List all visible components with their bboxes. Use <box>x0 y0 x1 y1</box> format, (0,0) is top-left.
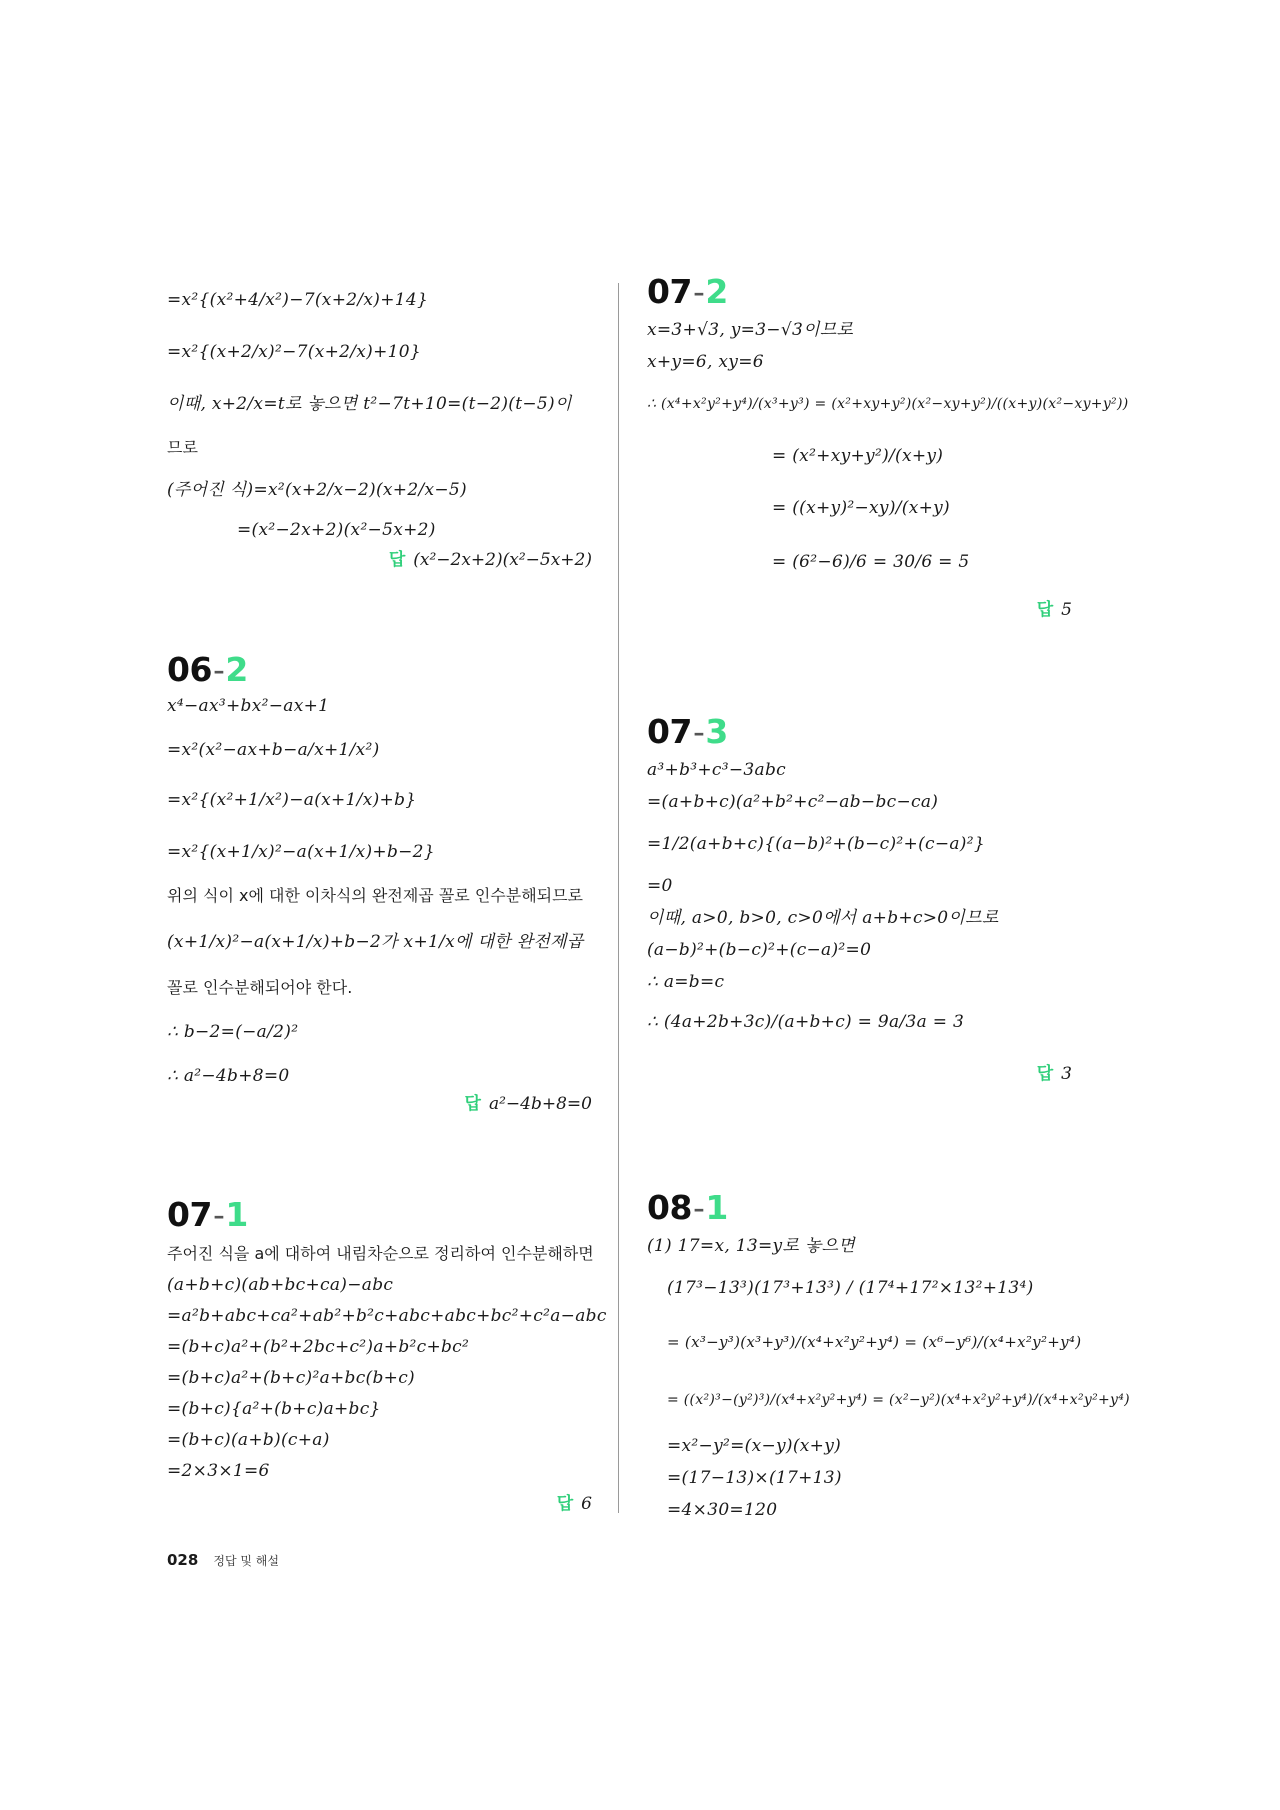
left-b3-line-4: =(b+c)a²+(b²+2bc+c²)a+b²c+bc² <box>167 1337 470 1357</box>
left-b2-line-9: ∴ a²−4b+8=0 <box>167 1066 290 1086</box>
heading-number: 08 <box>647 1188 692 1227</box>
answer-label: 답 <box>1036 600 1054 620</box>
right-b3-line-7: =4×30=120 <box>667 1500 778 1520</box>
answer-label: 답 <box>1036 1064 1054 1084</box>
left-b2-line-7: 꼴로 인수분해되어야 한다. <box>167 978 353 997</box>
heading-number: 07 <box>647 272 692 311</box>
left-b1-line-2: =x²{(x+2/x)²−7(x+2/x)+10} <box>167 342 421 362</box>
right-b3-line-3: = (x³−y³)(x³+y³)/(x⁴+x²y²+y⁴) = (x⁶−y⁶)/(x⁴+x²y²+y⁴) <box>667 1333 1082 1351</box>
right-b1-line-4: = (x²+xy+y²)/(x+y) <box>772 446 944 466</box>
heading-number: 06 <box>167 650 212 689</box>
right-b2-line-3: =1/2(a+b+c){(a−b)²+(b−c)²+(c−a)²} <box>647 834 985 854</box>
left-b1-line-4: 므로 <box>167 438 198 457</box>
heading-07-2 <box>647 272 728 312</box>
heading-07-3 <box>647 712 728 752</box>
left-b2-line-5: 위의 식이 x에 대한 이차식의 완전제곱 꼴로 인수분해되므로 <box>167 886 584 905</box>
right-b3-line-1: (1) 17=x, 13=y로 놓으면 <box>647 1236 856 1256</box>
heading-sep: - <box>212 650 225 689</box>
heading-sep: - <box>692 1188 705 1227</box>
right-b3-line-4: = ((x²)³−(y²)³)/(x⁴+x²y²+y⁴) = (x²−y²)(x⁴+x²y²+y⁴)/(x⁴+x²y²+y⁴) <box>667 1392 1130 1408</box>
left-b3-answer <box>557 1492 592 1516</box>
right-b1-line-2: x+y=6, xy=6 <box>647 352 764 372</box>
heading-08-1 <box>647 1188 728 1228</box>
left-b3-line-1: 주어진 식을 a에 대하여 내림차순으로 정리하여 인수분해하면 <box>167 1244 594 1263</box>
right-b2-line-5: 이때, a>0, b>0, c>0에서 a+b+c>0이므로 <box>647 908 999 928</box>
page-footer <box>167 1550 279 1569</box>
answer-value: 6 <box>581 1494 592 1514</box>
right-b1-answer <box>1037 598 1072 622</box>
heading-sep: - <box>692 272 705 311</box>
heading-06-2 <box>167 650 248 690</box>
left-b3-line-3: =a²b+abc+ca²+ab²+b²c+abc+abc+bc²+c²a−abc <box>167 1306 607 1326</box>
left-b2-line-1: x⁴−ax³+bx²−ax+1 <box>167 696 330 716</box>
right-b3-line-2: (17³−13³)(17³+13³) / (17⁴+17²×13²+13⁴) <box>667 1278 1034 1298</box>
heading-sep: - <box>212 1195 225 1234</box>
left-b3-line-7: =(b+c)(a+b)(c+a) <box>167 1430 330 1450</box>
answer-label: 답 <box>388 550 406 570</box>
left-b3-line-6: =(b+c){a²+(b+c)a+bc} <box>167 1399 381 1419</box>
left-b1-line-6: =(x²−2x+2)(x²−5x+2) <box>237 520 436 540</box>
heading-number: 07 <box>167 1195 212 1234</box>
answer-value: (x²−2x+2)(x²−5x+2) <box>413 550 592 570</box>
heading-07-1 <box>167 1195 248 1235</box>
left-b3-line-2: (a+b+c)(ab+bc+ca)−abc <box>167 1275 394 1295</box>
heading-sub: 1 <box>225 1195 248 1234</box>
heading-sub: 2 <box>225 650 248 689</box>
left-b2-line-6: (x+1/x)²−a(x+1/x)+b−2가 x+1/x에 대한 완전제곱 <box>167 932 584 952</box>
left-b2-answer <box>465 1092 592 1116</box>
heading-sub: 2 <box>705 272 728 311</box>
left-b1-answer <box>389 548 592 572</box>
left-b2-line-4: =x²{(x+1/x)²−a(x+1/x)+b−2} <box>167 842 435 862</box>
left-b3-line-5: =(b+c)a²+(b+c)²a+bc(b+c) <box>167 1368 415 1388</box>
right-b2-line-1: a³+b³+c³−3abc <box>647 760 786 780</box>
right-b1-line-1: x=3+√3, y=3−√3이므로 <box>647 320 854 340</box>
answer-value: 3 <box>1061 1064 1072 1084</box>
column-divider <box>618 283 619 1513</box>
page-number: 028 <box>167 1551 199 1569</box>
answer-label: 답 <box>556 1494 574 1514</box>
heading-sub: 1 <box>705 1188 728 1227</box>
left-b2-line-3: =x²{(x²+1/x²)−a(x+1/x)+b} <box>167 790 417 810</box>
right-b3-line-5: =x²−y²=(x−y)(x+y) <box>667 1436 842 1456</box>
heading-number: 07 <box>647 712 692 751</box>
right-b2-line-8: ∴ (4a+2b+3c)/(a+b+c) = 9a/3a = 3 <box>647 1012 965 1032</box>
left-b3-line-8: =2×3×1=6 <box>167 1461 270 1481</box>
right-b2-line-7: ∴ a=b=c <box>647 972 725 992</box>
heading-sep: - <box>692 712 705 751</box>
right-b1-line-3: ∴ (x⁴+x²y²+y⁴)/(x³+y³) = (x²+xy+y²)(x²−xy+y²)/((x+y)(x²−xy+y²)) <box>647 396 1129 412</box>
right-b3-line-6: =(17−13)×(17+13) <box>667 1468 842 1488</box>
right-b1-line-6: = (6²−6)/6 = 30/6 = 5 <box>772 552 970 572</box>
section-title: 정답 및 해설 <box>213 1554 279 1568</box>
right-b2-answer <box>1037 1062 1072 1086</box>
answer-value: 5 <box>1061 600 1072 620</box>
right-b1-line-5: = ((x+y)²−xy)/(x+y) <box>772 498 950 518</box>
left-b2-line-8: ∴ b−2=(−a/2)² <box>167 1022 299 1042</box>
heading-sub: 3 <box>705 712 728 751</box>
left-b1-line-5: (주어진 식)=x²(x+2/x−2)(x+2/x−5) <box>167 480 467 500</box>
left-b1-line-1: =x²{(x²+4/x²)−7(x+2/x)+14} <box>167 290 429 310</box>
left-b2-line-2: =x²(x²−ax+b−a/x+1/x²) <box>167 740 380 760</box>
right-b2-line-6: (a−b)²+(b−c)²+(c−a)²=0 <box>647 940 872 960</box>
answer-label: 답 <box>464 1094 481 1114</box>
right-b2-line-4: =0 <box>647 876 673 896</box>
right-b2-line-2: =(a+b+c)(a²+b²+c²−ab−bc−ca) <box>647 792 939 812</box>
left-b1-line-3: 이때, x+2/x=t로 놓으면 t²−7t+10=(t−2)(t−5)이 <box>167 394 572 414</box>
answer-value: a²−4b+8=0 <box>488 1094 592 1114</box>
